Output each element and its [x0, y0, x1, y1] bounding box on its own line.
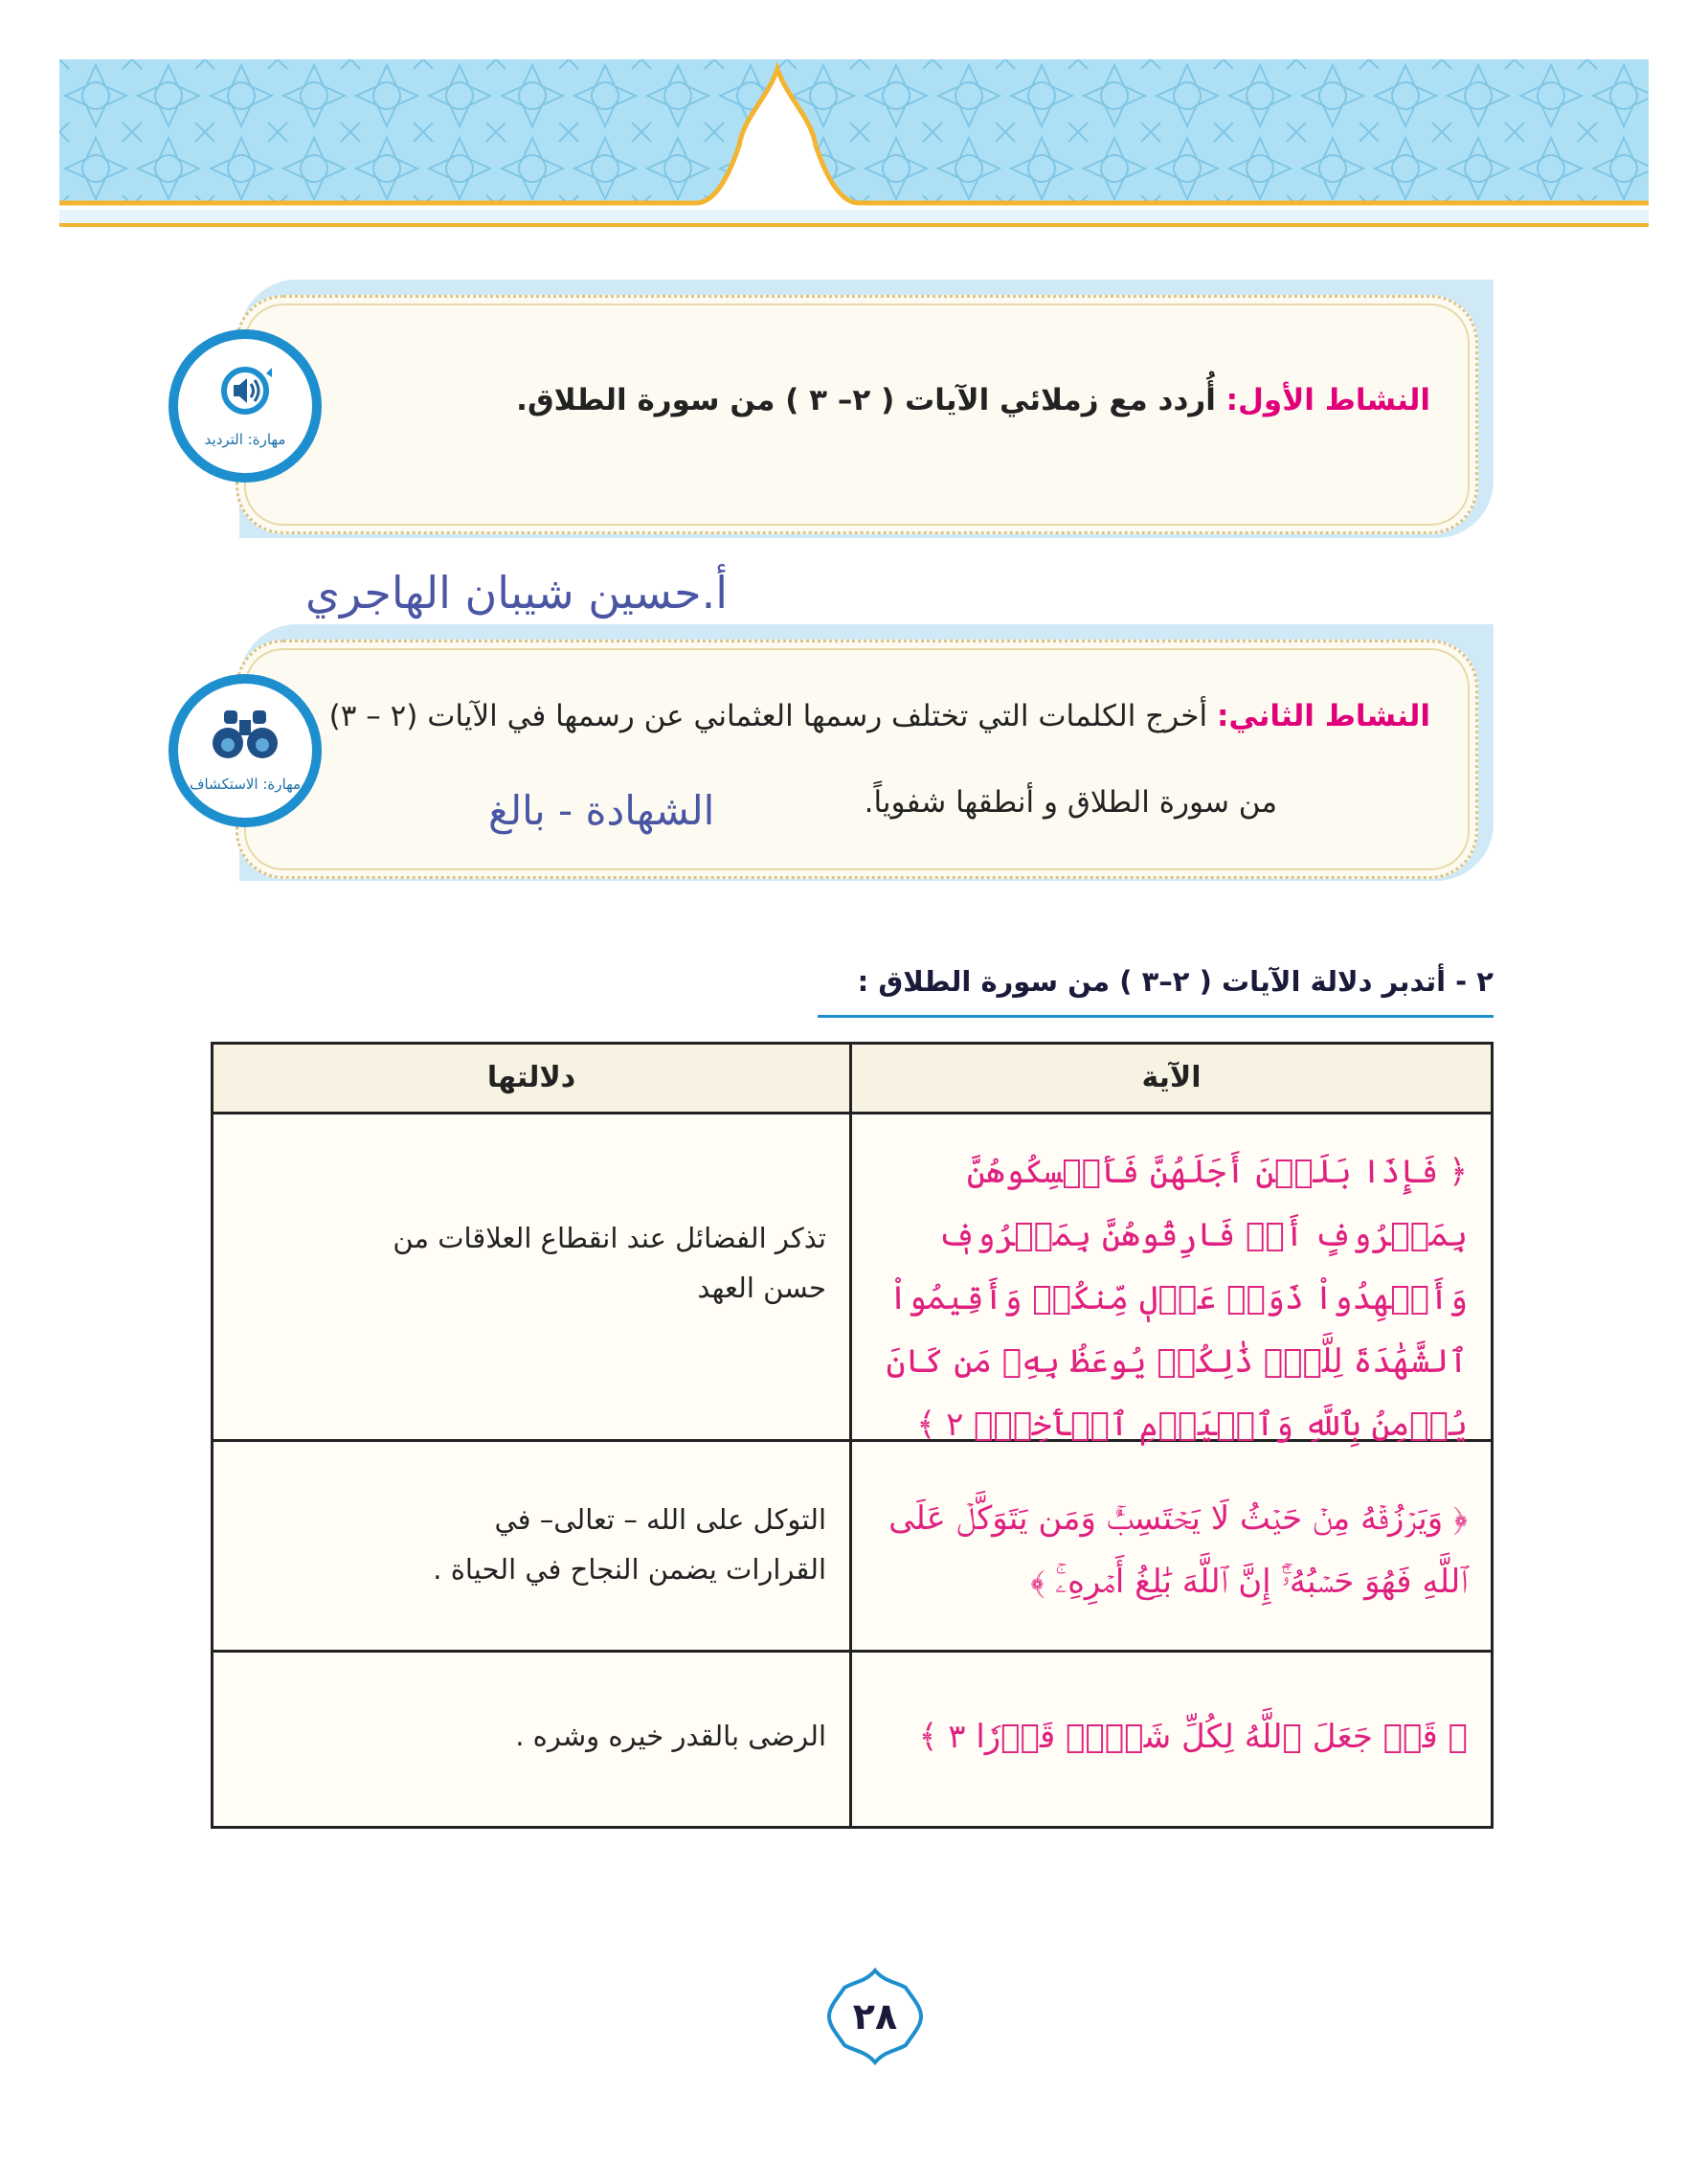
table-column-divider: [849, 1045, 852, 1826]
activity1-text: [516, 371, 1430, 429]
activity2-title: النشاط الثاني:: [1216, 699, 1430, 733]
activity2-badge-label: مهارة: الاستكشاف: [189, 776, 302, 793]
activity2-line2: من سورة الطلاق و أنطقها شفوياً.: [864, 785, 1277, 820]
activity2-badge: [169, 674, 322, 827]
page-number-badge: [825, 1967, 925, 2066]
activity1-title: النشاط الأول:: [1225, 383, 1430, 417]
verses-table: [211, 1042, 1494, 1829]
table-row-1-verse: ﴿ فَإِذَا بَلَغۡنَ أَجَلَهُنَّ فَأَمۡسِكُوهُنَّ بِمَعۡرُوفٍ أَوۡ فَارِقُوهُنَّ بِمَعۡرُوفٖ وَأَشۡهِدُواْ ذَوَيۡ عَدۡلٖ مِّنكُمۡ وَأَقِيمُواْ ٱلشَّهَٰدَةَ لِلَّهِۚ ذَٰلِكُمۡ يُوعَظُ بِهِۦ مَن كَانَ يُؤۡمِنُ بِٱللَّهِ وَٱلۡيَوۡمِ ٱلۡأٓخِرِۚ ٢ ﴾: [886, 1153, 1468, 1444]
table-row-3-meaning: الرضى بالقدر خيره وشره .: [515, 1720, 826, 1752]
section-title-underline: [818, 1015, 1494, 1018]
activity1-badge-label: مهارة: الترديد: [204, 431, 286, 448]
activity2-line1-text: أخرج الكلمات التي تختلف رسمها العثماني عن رسمها في الآيات (٢ – ٣): [328, 699, 1217, 733]
table-row-2-meaning: التوكل على الله – تعالى– في القرارات يضمن النجاح في الحياة .: [433, 1503, 826, 1586]
table-header-verse: الآية: [1141, 1061, 1202, 1094]
activity2-box: [236, 640, 1478, 879]
table-row-divider: [214, 1650, 1491, 1653]
activity2-answer: الشهادة - بالغ: [488, 787, 715, 834]
page-number: ٢٨: [852, 1995, 898, 2037]
table-header-divider: [214, 1112, 1491, 1114]
activity2-line1: [329, 687, 1430, 745]
author-name: أ.حسين شيبان الهاجري: [305, 567, 728, 619]
table-row-2-verse: ﴿ وَيَرۡزُقۡهُ مِنۡ حَيۡثُ لَا يَحۡتَسِبُۚ وَمَن يَتَوَكَّلۡ عَلَى ٱللَّهِ فَهُوَ حَسۡبُهُۥٓۚ إِنَّ ٱللَّهَ بَٰلِغُ أَمۡرِهِۦۚ ﴾: [888, 1499, 1468, 1601]
activity1-badge: [169, 329, 322, 483]
section-title: ٢ - أتدبر دلالة الآيات ( ٢–٣ ) من سورة الطلاق :: [857, 965, 1494, 998]
table-header-meaning: دلالتها: [486, 1061, 576, 1094]
speaker-icon: [216, 360, 278, 421]
activity1-body: أُردد مع زملائي الآيات ( ٢– ٣ ) من سورة الطلاق.: [516, 383, 1226, 417]
binoculars-icon: [211, 707, 280, 764]
table-row-3-verse: ﴿ قَدۡ جَعَلَ ٱللَّهُ لِكُلِّ شَيۡءٖ قَدۡرٗا ٣ ﴾: [918, 1718, 1468, 1756]
header-ornament-banner: [59, 59, 1649, 241]
table-row-1-meaning: تذكر الفضائل عند انقطاع العلاقات من حسن العهد: [393, 1222, 826, 1304]
